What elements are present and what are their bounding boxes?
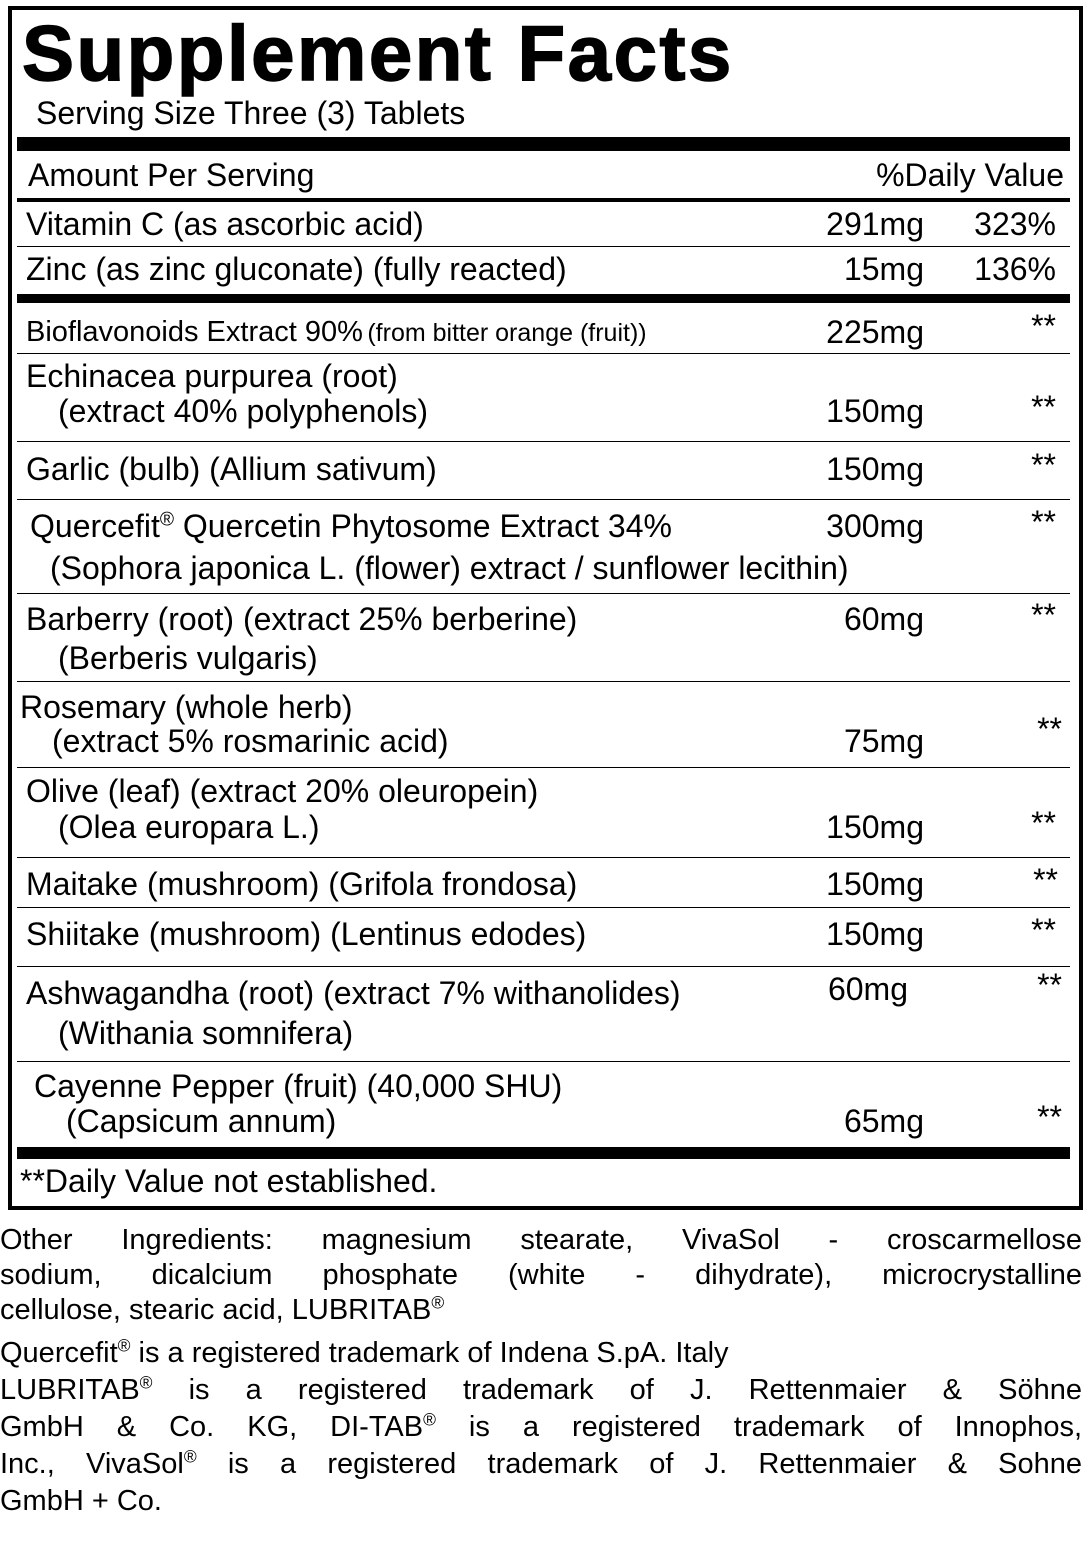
rosemary-extract: (extract 5% rosmarinic acid): [52, 723, 449, 759]
vitamin-c-amount: 291mg: [826, 206, 924, 242]
trademark-line2: [0, 1372, 1082, 1408]
trademark-line3: [0, 1409, 1082, 1445]
registered-mark: ®: [423, 1409, 436, 1430]
trademark-brand: Quercefit: [0, 1337, 118, 1369]
barberry-amount: 60mg: [843, 601, 924, 637]
ashwagandha-latin: (Withania somnifera): [58, 1015, 354, 1051]
shiitake-dv: **: [1031, 912, 1056, 948]
trademark-line1: [0, 1335, 1082, 1371]
maitake-name: Maitake (mushroom) (Grifola frondosa): [26, 866, 578, 902]
zinc-dv: 136%: [974, 251, 1056, 287]
row-divider: [17, 907, 1070, 908]
quercefit-source: (Sophora japonica L. (flower) extract / sunflower lecithin): [50, 550, 849, 586]
shiitake-name: Shiitake (mushroom) (Lentinus edodes): [26, 916, 587, 952]
bioflavonoids-dv: **: [1031, 308, 1056, 344]
vitamin-c-name: Vitamin C (as ascorbic acid): [26, 206, 424, 242]
registered-mark: ®: [183, 1446, 197, 1467]
thick-divider: [17, 294, 1070, 303]
quercefit-amount: 300mg: [826, 508, 924, 544]
garlic-amount: 150mg: [826, 451, 924, 487]
bioflavonoids-amount: 225mg: [826, 314, 924, 350]
amount-per-serving-label: Amount Per Serving: [28, 157, 315, 193]
row-divider: [17, 353, 1070, 354]
trademark-text: is a registered trademark of Innophos,: [435, 1411, 1083, 1443]
row-divider: [17, 441, 1070, 442]
echinacea-amount: 150mg: [826, 393, 924, 429]
maitake-dv: **: [1033, 862, 1058, 898]
garlic-dv: **: [1031, 447, 1056, 483]
barberry-latin: (Berberis vulgaris): [58, 640, 318, 676]
trademark-line5: GmbH + Co.: [0, 1485, 162, 1517]
ashwagandha-name: Ashwagandha (root) (extract 7% withanolides): [26, 975, 681, 1011]
garlic-name: Garlic (bulb) (Allium sativum): [26, 451, 437, 487]
row-divider: [17, 681, 1070, 682]
trademark-text: is a registered trademark of J. Rettenmaier & Söhne: [152, 1374, 1082, 1406]
trademark-brand: LUBRITAB: [0, 1374, 140, 1406]
other-ingredients-line3: [0, 1292, 1082, 1328]
trademark-text: is a registered trademark of Indena S.pA. Italy: [130, 1337, 729, 1369]
echinacea-dv: **: [1031, 389, 1056, 425]
rosemary-name: Rosemary (whole herb): [20, 689, 353, 725]
bioflavonoids-source: (from bitter orange (fruit)): [367, 319, 647, 347]
cayenne-dv: **: [1037, 1099, 1062, 1135]
row-divider: [17, 593, 1070, 594]
thick-divider: [17, 1147, 1070, 1159]
barberry-dv: **: [1031, 597, 1056, 633]
row-divider: [17, 499, 1070, 500]
row-divider: [17, 767, 1070, 768]
other-ingredients-text: cellulose, stearic acid, LUBRITAB: [0, 1294, 432, 1326]
bioflavonoids-name: [26, 314, 647, 355]
cayenne-latin: (Capsicum annum): [66, 1103, 337, 1139]
ashwagandha-amount: 60mg: [827, 971, 908, 1007]
echinacea-extract: (extract 40% polyphenols): [58, 393, 428, 429]
cayenne-name: Cayenne Pepper (fruit) (40,000 SHU): [34, 1068, 563, 1104]
olive-dv: **: [1031, 805, 1056, 841]
other-ingredients-line2: sodium, dicalcium phosphate (white - dihydrate), microcrystalline: [0, 1259, 1082, 1291]
other-ingredients-line1: Other Ingredients: magnesium stearate, VivaSol - croscarmellose: [0, 1224, 1082, 1256]
serving-size: Serving Size Three (3) Tablets: [36, 95, 466, 131]
registered-mark: ®: [117, 1335, 131, 1356]
row-divider: [17, 966, 1070, 967]
panel-title: Supplement Facts: [22, 9, 734, 97]
trademark-line4: [0, 1446, 1082, 1482]
quercefit-desc: Quercetin Phytosome Extract 34%: [173, 508, 672, 544]
vitamin-c-dv: 323%: [974, 206, 1056, 242]
olive-latin: (Olea europara L.): [58, 809, 320, 845]
registered-mark: ®: [159, 509, 174, 531]
quercefit-brand: Quercefit: [30, 508, 160, 544]
thick-divider: [17, 137, 1070, 151]
row-divider: [17, 246, 1070, 247]
rosemary-dv: **: [1037, 711, 1062, 747]
barberry-name: Barberry (root) (extract 25% berberine): [26, 601, 578, 637]
maitake-amount: 150mg: [826, 866, 924, 902]
shiitake-amount: 150mg: [826, 916, 924, 952]
olive-name: Olive (leaf) (extract 20% oleuropein): [26, 773, 539, 809]
row-divider: [17, 1061, 1070, 1062]
cayenne-amount: 65mg: [843, 1103, 924, 1139]
trademark-brand: Inc., VivaSol: [0, 1448, 184, 1480]
registered-mark: ®: [431, 1292, 445, 1313]
row-divider: [17, 857, 1070, 858]
echinacea-name: Echinacea purpurea (root): [26, 358, 398, 394]
rosemary-amount: 75mg: [843, 723, 924, 759]
ashwagandha-dv: **: [1037, 967, 1062, 1003]
quercefit-name: [30, 508, 672, 544]
registered-mark: ®: [139, 1372, 153, 1393]
medium-divider: [17, 198, 1070, 202]
olive-amount: 150mg: [826, 809, 924, 845]
trademark-brand: GmbH & Co. KG, DI-TAB: [0, 1411, 424, 1443]
zinc-name: Zinc (as zinc gluconate) (fully reacted): [26, 251, 567, 287]
bioflavonoids-label: Bioflavonoids Extract 90%: [26, 316, 363, 348]
trademark-text: is a registered trademark of J. Rettenmaier & Sohne: [196, 1448, 1083, 1480]
daily-value-note: **Daily Value not established.: [20, 1163, 438, 1199]
zinc-amount: 15mg: [843, 251, 924, 287]
quercefit-dv: **: [1031, 504, 1056, 540]
daily-value-label: %Daily Value: [876, 157, 1064, 193]
